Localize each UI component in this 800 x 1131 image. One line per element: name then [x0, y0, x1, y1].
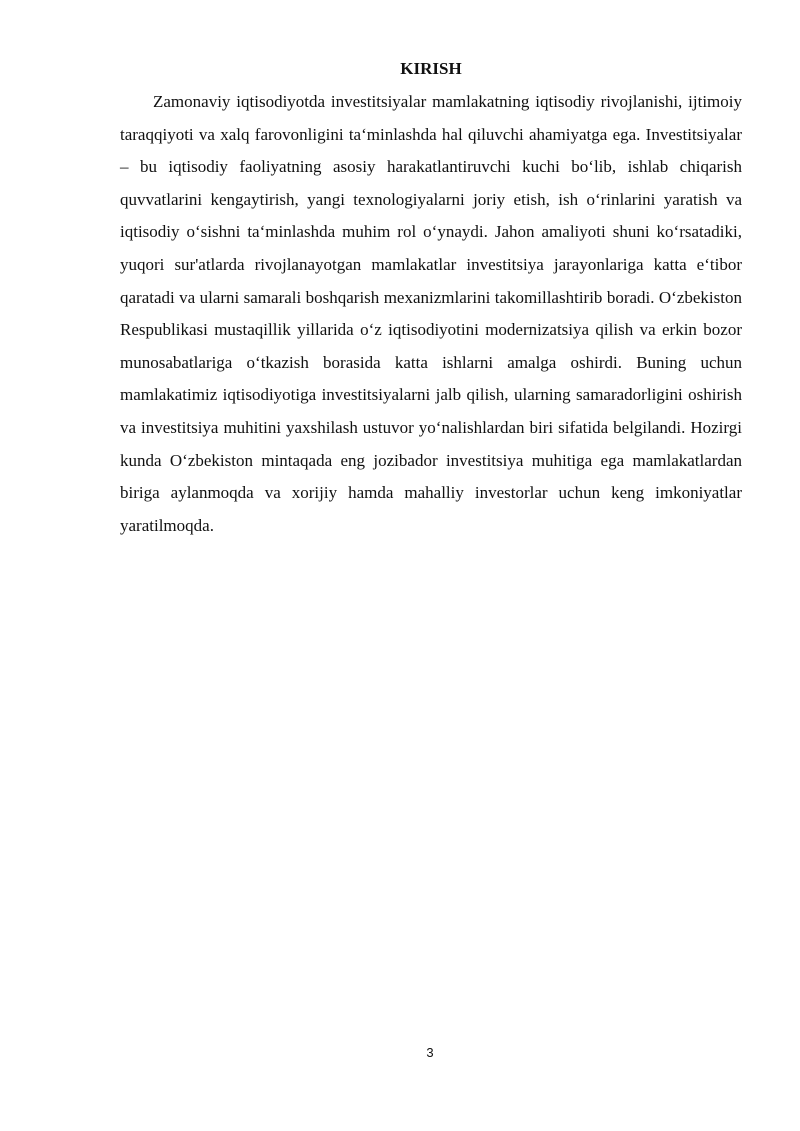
- page-number: 3: [426, 1045, 434, 1060]
- section-heading: KIRISH: [400, 59, 462, 78]
- introduction-paragraph: Zamonaviy iqtisodiyotda investitsiyalar mamlakatning iqtisodiy rivojlanishi, ijtimoiy taraqqiyoti va xalq farovonligini taʻminlashda hal qiluvchi ahamiyatga ega. Investitsiyalar – bu iqtisodiy faoliyatning asosiy harakatlantiruvchi kuchi boʻlib, ishlab chiqarish quvvatlarini kengaytirish, yangi texnologiyalarni joriy etish, ish oʻrinlarini yaratish va iqtisodiy oʻsishni taʻminlashda muhim rol oʻynaydi. Jahon amaliyoti shuni koʻrsatadiki, yuqori sur'atlarda rivojlanayotgan mamlakatlar investitsiya jarayonlariga katta eʻtibor qaratadi va ularni samarali boshqarish mexanizmlarini takomillashtirib boradi. Oʻzbekiston Respublikasi mustaqillik yillarida oʻz iqtisodiyotini modernizatsiya qilish va erkin bozor munosabatlariga oʻtkazish borasida katta ishlarni amalga oshirdi. Buning uchun mamlakatimiz iqtisodiyotiga investitsiyalarni jalb qilish, ularning samaradorligini oshirish va investitsiya muhitini yaxshilash ustuvor yoʻnalishlardan biri sifatida belgilandi. Hozirgi kunda Oʻzbekiston mintaqada eng jozibador investitsiya muhitiga ega mamlakatlardan biriga aylanmoqda va xorijiy hamda mahalliy investorlar uchun keng imkoniyatlar yaratilmoqda.: [120, 92, 742, 535]
